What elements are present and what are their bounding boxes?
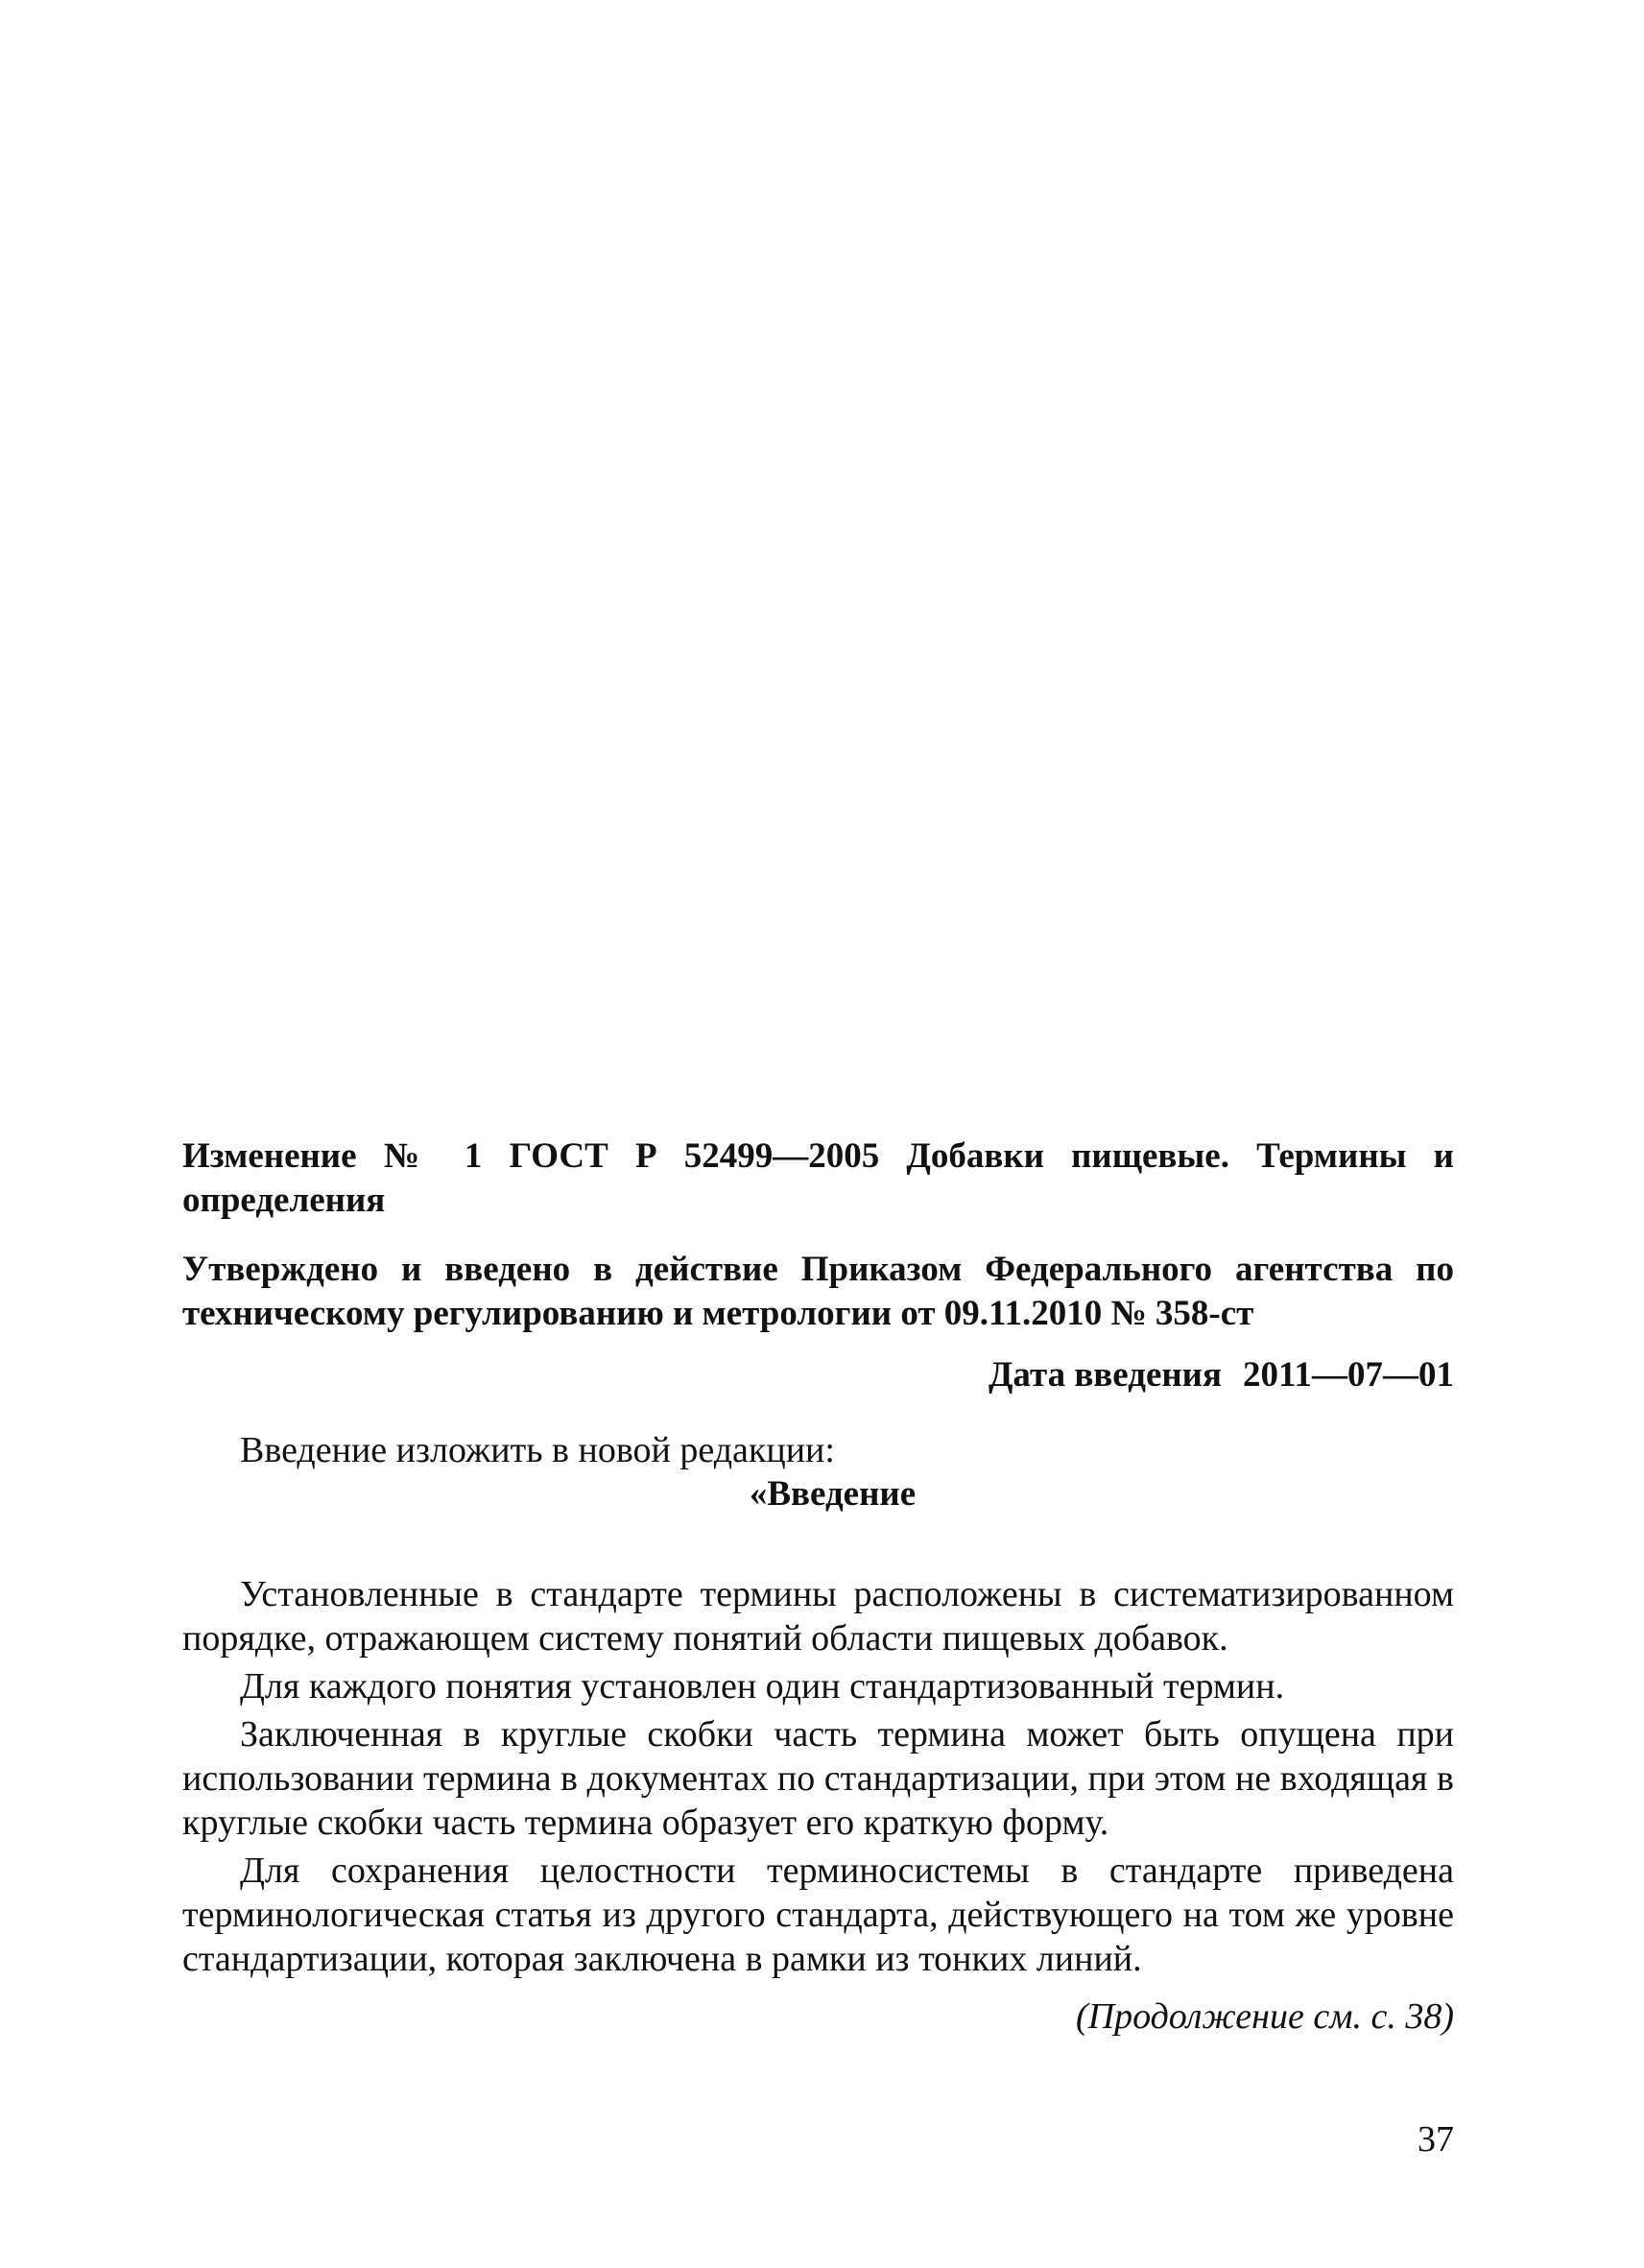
paragraph: Для сохранения целостности терминосистемы в стандарте приведена терминологическая статья из другого стандарта, действующего на том же уровне стандартизации, которая заключена в рамки из тонких линий.: [182, 1850, 1454, 1979]
effective-date-value: 2011—07—01: [1243, 1355, 1454, 1395]
amendment-block: [182, 1134, 1454, 2039]
amendment-instruction: Введение изложить в новой редакции:: [240, 1430, 835, 1470]
paragraph: Для каждого понятия установлен один стандартизованный термин.: [240, 1666, 1285, 1707]
approval-statement: Утверждено и введено в действие Приказом Федерального агентства по техническому регулированию и метрологии от 09.11.2010 № 358-ст: [182, 1250, 1454, 1333]
effective-date-line: [182, 1353, 1454, 1397]
paragraph: Установленные в стандарте термины расположены в систематизированном порядке, отражающем систему понятий области пищевых добавок.: [182, 1574, 1454, 1659]
introduction-body: [182, 1572, 1454, 1981]
page-number: 37: [1418, 2119, 1454, 2160]
effective-date-label: Дата введения: [988, 1355, 1223, 1395]
continuation-note: (Продолжение см. с. 38): [1075, 1996, 1454, 2037]
section-heading: «Введение: [749, 1474, 917, 1514]
paragraph: Заключенная в круглые скобки часть термина может быть опущена при использовании термина в документах по стандартизации, при этом не входящая в круглые скобки часть термина образует его краткую форму.: [182, 1714, 1454, 1843]
amendment-title: Изменение № 1 ГОСТ Р 52499—2005 Добавки пищевые. Термины и определения: [182, 1136, 1454, 1220]
